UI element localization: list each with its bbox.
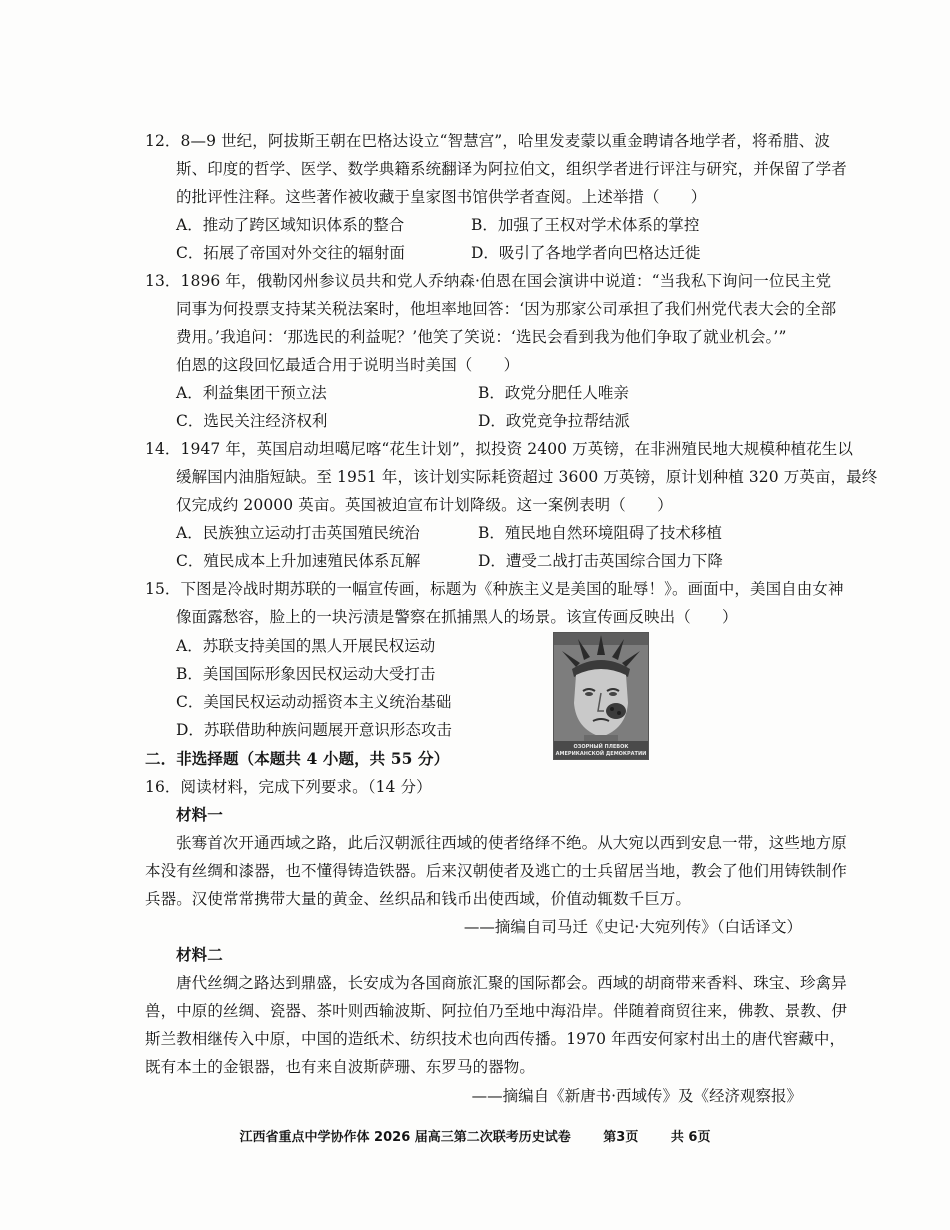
q12-line1: 12．8—9 世纪，阿拔斯王朝在巴格达设立“智慧宫”，哈里发麦蒙以重金聘请各地学者，将希腊、波 — [145, 132, 830, 150]
q15-option-c: C．美国民权运动动摇资本主义统治基础 — [176, 693, 452, 711]
q14-option-c: C．殖民成本上升加速殖民体系瓦解 — [176, 552, 421, 570]
material-1-line1: 张骞首次开通西域之路，此后汉朝派往西域的使者络绎不绝。从大宛以西到安息一带，这些地方原 — [176, 834, 847, 852]
q15-option-b: B．美国国际形象因民权运动大受打击 — [176, 665, 436, 683]
q13-line2: 同事为何投票支持某关税法案时，他坦率地回答：‘因为那家公司承担了我们州党代表大会的全部 — [176, 300, 837, 318]
statue-of-liberty-illustration — [554, 633, 648, 759]
section-2-heading: 二．非选择题（本题共 4 小题，共 55 分） — [145, 749, 450, 768]
material-1-source: ——摘编自司马迁《史记·大宛列传》（白话译文） — [463, 918, 802, 936]
poster-caption-line2: АМЕРИКАНСКОЙ ДЕМОКРАТИИ — [555, 751, 647, 757]
q12-option-c: C．拓展了帝国对外交往的辐射面 — [176, 244, 405, 262]
material-2-line3: 斯兰教相继传入中原，中国的造纸术、纺织技术也向西传播。1970 年西安何家村出土的唐代窖藏中， — [145, 1030, 846, 1048]
q13-line4: 伯恩的这段回忆最适合用于说明当时美国（ ） — [176, 356, 520, 374]
material-2-line1: 唐代丝绸之路达到鼎盛，长安成为各国商旅汇聚的国际都会。西域的胡商带来香料、珠宝、珍禽异 — [176, 974, 847, 992]
q15-line1: 15．下图是冷战时期苏联的一幅宣传画，标题为《种族主义是美国的耻辱！》。画面中，美国自由女神 — [145, 580, 844, 598]
q15-option-d: D．苏联借助种族问题展开意识形态攻击 — [176, 721, 452, 739]
page-footer — [0, 1126, 950, 1145]
propaganda-poster-image — [553, 632, 649, 760]
q14-option-a: A．民族独立运动打击英国殖民统治 — [176, 524, 420, 542]
footer-total-pages: 共 6页 — [670, 1130, 711, 1145]
q13-option-a: A．利益集团干预立法 — [176, 384, 327, 402]
material-2-source: ——摘编自《新唐书·西域传》及《经济观察报》 — [471, 1087, 802, 1105]
material-2-line2: 兽，中原的丝绸、瓷器、茶叶则西输波斯、阿拉伯乃至地中海沿岸。伴随着商贸往来，佛教、景教、伊 — [145, 1002, 848, 1020]
q13-option-d: D．政党竞争拉帮结派 — [478, 412, 630, 430]
q13-line1: 13．1896 年，俄勒冈州参议员共和党人乔纳森·伯恩在国会演讲中说道：“当我私下询问一位民主党 — [145, 272, 832, 290]
q15-line2: 像面露愁容，脸上的一块污渍是警察在抓捕黑人的场景。该宣传画反映出（ ） — [176, 608, 738, 626]
q13-option-c: C．选民关注经济权利 — [176, 412, 328, 430]
q13-option-b: B．政党分肥任人唯亲 — [478, 384, 629, 402]
material-1-line2: 本没有丝绸和漆器，也不懂得铸造铁器。后来汉朝使者及逃亡的士兵留居当地，教会了他们用铸铁制作 — [145, 862, 848, 880]
material-2-title: 材料二 — [176, 945, 223, 964]
q13-line3: 费用。’我追问：‘那选民的利益呢？’他笑了笑说：‘选民会看到我为他们争取了就业机会。’” — [176, 328, 787, 346]
q14-line3: 仅完成约 20000 英亩。英国被迫宣布计划降级。这一案例表明（ ） — [176, 496, 673, 514]
q15-option-a: A．苏联支持美国的黑人开展民权运动 — [176, 637, 436, 655]
q14-option-b: B．殖民地自然环境阻碍了技术移植 — [478, 524, 722, 542]
q12-option-a: A．推动了跨区域知识体系的整合 — [176, 216, 405, 234]
footer-page-number: 第3页 — [603, 1130, 639, 1145]
q16-prompt: 16．阅读材料，完成下列要求。（14 分） — [145, 778, 432, 796]
q14-line1: 14．1947 年，英国启动坦噶尼喀“花生计划”，拟投资 2400 万英镑，在非洲殖民地大规模种植花生以 — [145, 440, 853, 458]
q14-option-d: D．遭受二战打击英国综合国力下降 — [478, 552, 723, 570]
material-1-title: 材料一 — [176, 805, 223, 824]
q14-line2: 缓解国内油脂短缺。至 1951 年，该计划实际耗资超过 3600 万英镑，原计划种植 320 万英亩，最终 — [176, 468, 878, 486]
q12-line2: 斯、印度的哲学、医学、数学典籍系统翻译为阿拉伯文，组织学者进行评注与研究，并保留了学者 — [176, 160, 847, 178]
footer-exam-title: 江西省重点中学协作体 2026 届高三第二次联考历史试卷 — [239, 1130, 571, 1145]
material-1-line3: 兵器。汉使常常携带大量的黄金、丝织品和钱币出使西域，价值动辄数千巨万。 — [145, 890, 692, 908]
material-2-line4: 既有本土的金银器，也有来自波斯萨珊、东罗马的器物。 — [145, 1058, 536, 1076]
q12-option-d: D．吸引了各地学者向巴格达迁徙 — [471, 244, 701, 262]
q12-option-b: B．加强了王权对学术体系的掌控 — [471, 216, 700, 234]
poster-caption-line1: ОЗОРНЫЙ ПЛЕВОК — [573, 744, 629, 750]
q12-line3: 的批评性注释。这些著作被收藏于皇家图书馆供学者查阅。上述举措（ ） — [176, 188, 707, 206]
